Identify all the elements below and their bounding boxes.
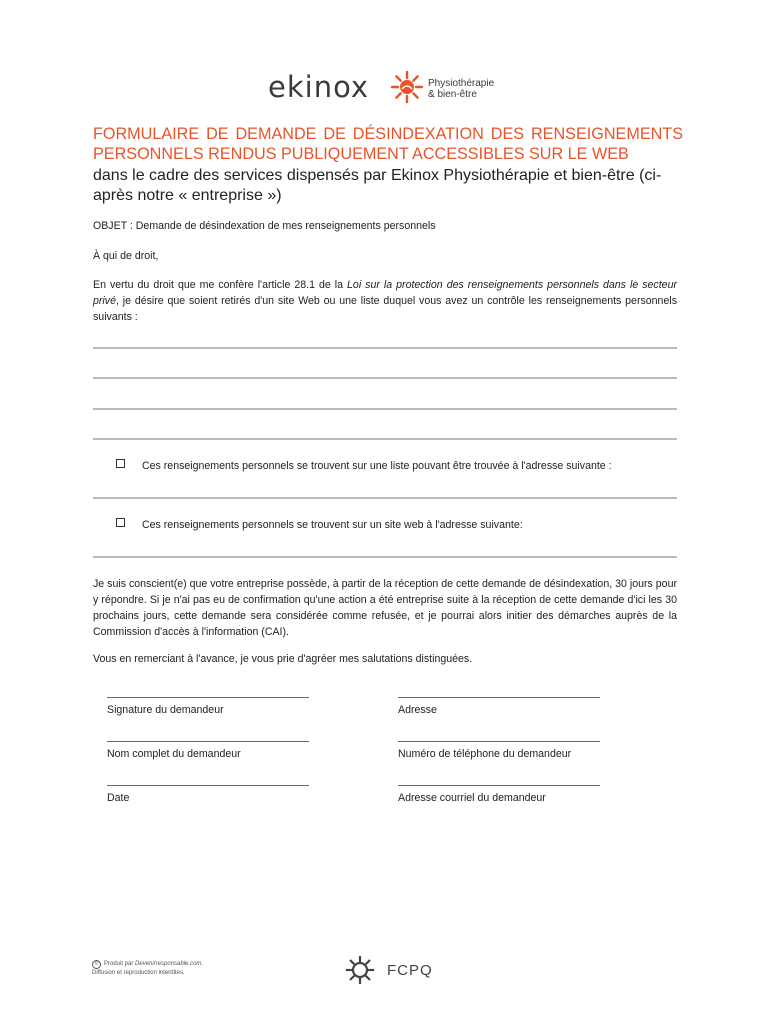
address-field[interactable]: [398, 697, 600, 717]
option-website-label: Ces renseignements personnels se trouvent sur un site web à l'adresse suivante:: [142, 519, 523, 531]
full-name-label: Nom complet du demandeur: [107, 748, 241, 760]
write-line-1[interactable]: [93, 347, 677, 349]
fcpq-label: FCPQ: [387, 962, 433, 979]
option-list-label: Ces renseignements personnels se trouvent sur une liste pouvant être trouvée à l'adresse suivante :: [142, 460, 612, 472]
brand-name: ekinox: [268, 70, 370, 104]
email-field[interactable]: [398, 785, 600, 805]
brand-tagline: [428, 78, 494, 100]
sun-logo-icon: [390, 70, 424, 104]
signature-rule: [107, 697, 309, 698]
write-line-3[interactable]: [93, 408, 677, 410]
address-label: Adresse: [398, 704, 437, 716]
full-name-field[interactable]: [107, 741, 309, 761]
signature-field[interactable]: [107, 697, 309, 717]
signature-label: Signature du demandeur: [107, 704, 224, 716]
copyright-icon: ©: [92, 960, 101, 969]
closing-line: Vous en remerciant à l'avance, je vous prie d'agréer mes salutations distinguées.: [93, 653, 473, 665]
brand-tagline-line1: Physiothérapie: [428, 78, 495, 89]
intro-part1: En vertu du droit que me confère l'article 28.1 de la: [93, 279, 348, 291]
salutation: À qui de droit,: [93, 250, 159, 262]
produced-by: Produit par: [104, 961, 136, 967]
website-address-line[interactable]: [93, 556, 677, 558]
producer-name: Devenirresponsable.com.: [135, 961, 204, 967]
email-rule: [398, 785, 600, 786]
option-website: [116, 518, 523, 532]
footer-credit: [92, 960, 203, 978]
website-checkbox[interactable]: [116, 518, 125, 527]
law-name: Loi sur la protection des renseignements personnels dans le secteur privé: [93, 279, 677, 307]
date-field[interactable]: [107, 785, 309, 805]
phone-rule: [398, 741, 600, 742]
intro-paragraph: [93, 277, 677, 325]
form-title: FORMULAIRE DE DEMANDE DE DÉSINDEXATION DES RENSEIGNEMENTS PERSONNELS RENDUS PUBLIQUEMENT ACCESSIBLES SUR LE WEB: [93, 125, 683, 163]
write-line-4[interactable]: [93, 438, 677, 440]
email-label: Adresse courriel du demandeur: [398, 792, 546, 804]
list-address-line[interactable]: [93, 497, 677, 499]
brand-tagline-line2: & bien-être: [428, 89, 477, 100]
intro-part2: , je désire que soient retirés d'un site Web ou une liste duquel vous avez un contrôle les renseignements personnels suivants :: [93, 295, 677, 323]
awareness-paragraph: Je suis conscient(e) que votre entreprise possède, à partir de la réception de cette demande de désindexation, 30 jours pour y répondre. Si je n'ai pas eu de confirmation qu'une action a été entreprise suite à la réception de cette demande d'ici les 30 prochains jours, cette demande sera considérée comme refusée, et je pourrai alors initier des démarches auprès de la Commission d'accès à l'information (CAI).: [93, 578, 677, 638]
address-rule: [398, 697, 600, 698]
phone-label: Numéro de téléphone du demandeur: [398, 748, 572, 760]
date-label: Date: [107, 792, 130, 804]
rights-notice: Diffusion et reproduction interdites.: [92, 970, 185, 976]
objet-line: OBJET : Demande de désindexation de mes renseignements personnels: [93, 220, 436, 232]
full-name-rule: [107, 741, 309, 742]
phone-field[interactable]: [398, 741, 600, 761]
write-line-2[interactable]: [93, 377, 677, 379]
list-checkbox[interactable]: [116, 459, 125, 468]
form-subtitle: dans le cadre des services dispensés par Ekinox Physiothérapie et bien-être (ci-après notre « entreprise »): [93, 167, 662, 204]
date-rule: [107, 785, 309, 786]
option-list: [116, 459, 612, 473]
